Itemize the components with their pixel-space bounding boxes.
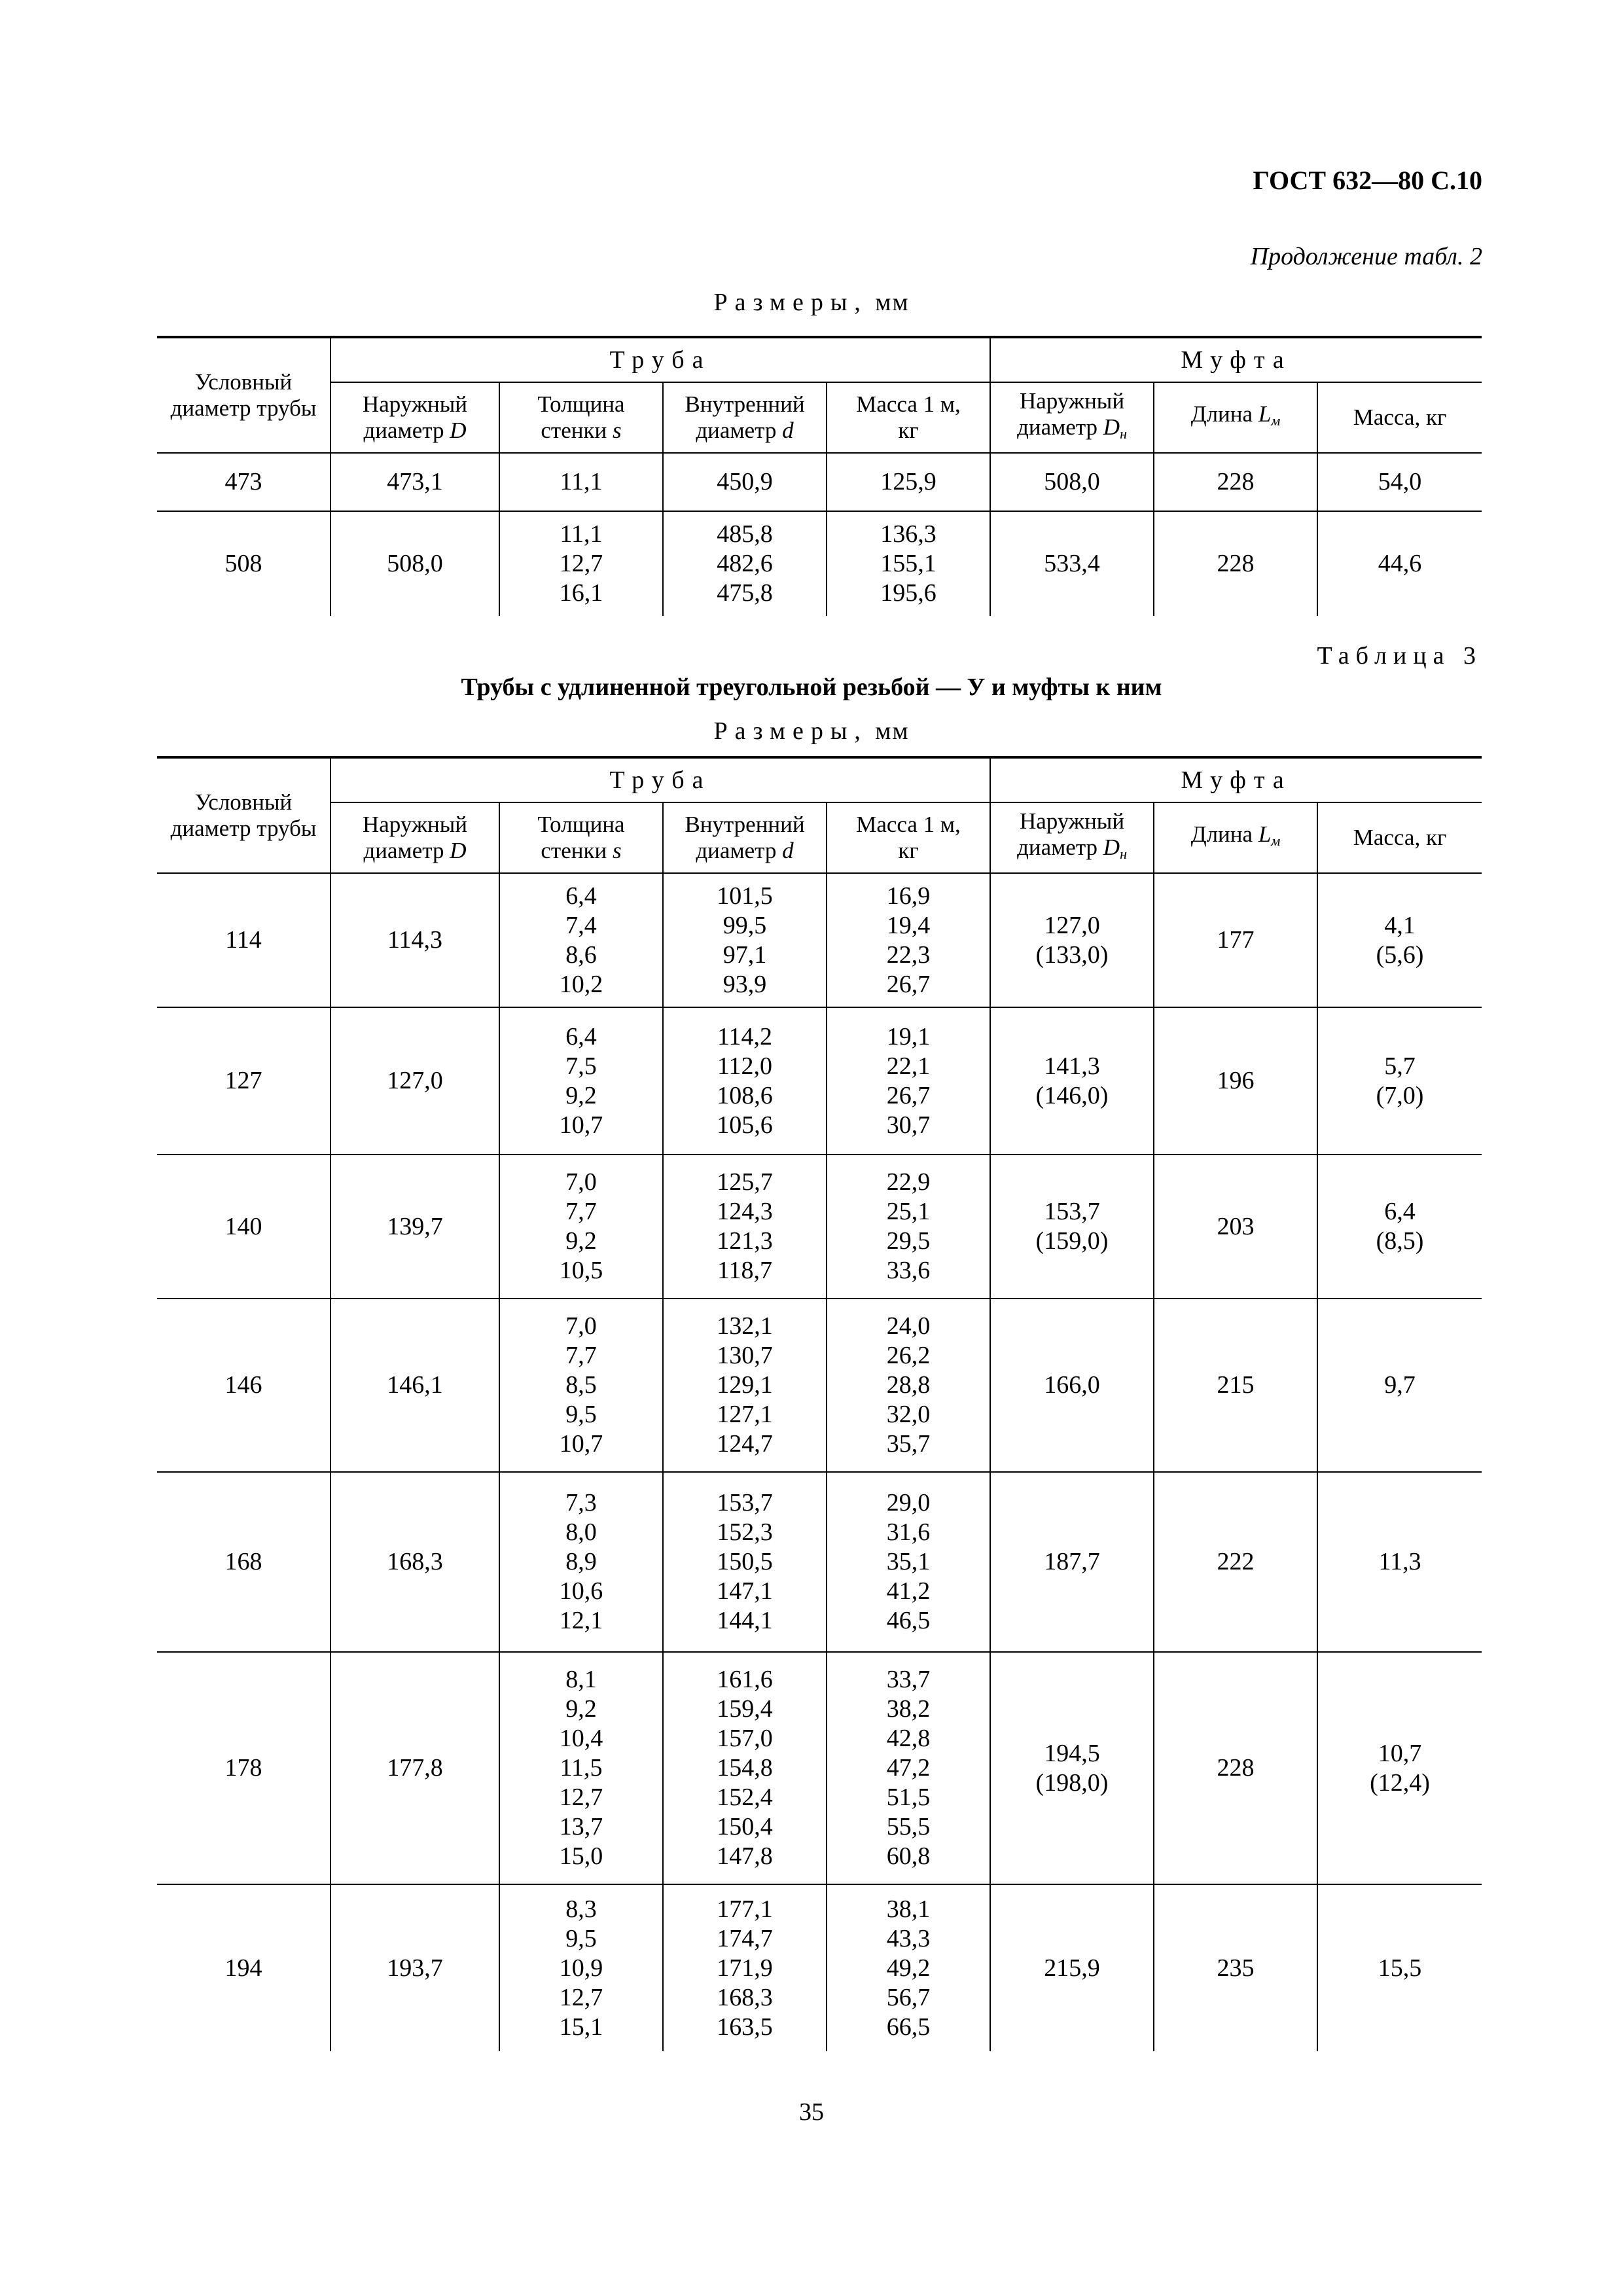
table-3-caption: Трубы с удлиненной треугольной резьбой — У и муфты к ним [461, 673, 1162, 701]
cell-coupling-mass [1317, 1299, 1482, 1472]
cell-value: 7,3 [565, 1489, 597, 1516]
cell-wall [499, 1155, 663, 1299]
table-row [157, 1884, 1482, 2051]
col-pipe-mass: Масса 1 м, кг [827, 382, 990, 453]
cell-value: 66,5 [886, 2013, 931, 2041]
cell-wall [499, 1884, 663, 2051]
cell-value: 166,0 [1044, 1371, 1100, 1399]
sizes-label-t2 [0, 288, 1623, 317]
cell-coupling-mass [1317, 511, 1482, 616]
cell-value: 187,7 [1044, 1548, 1100, 1575]
cell-value: 171,9 [717, 1954, 773, 1982]
sizes-word: Размеры, [713, 289, 868, 316]
cell-value: 508,0 [1044, 468, 1100, 495]
cell-value: 11,5 [560, 1754, 603, 1782]
cell-coupling-mass [1317, 1652, 1482, 1884]
cell-coupling-length: 228 [1154, 1652, 1317, 1884]
cell-outer-diameter: 146,1 [330, 1299, 499, 1472]
cell-value: 152,4 [717, 1784, 773, 1811]
cell-inner [663, 1884, 827, 2051]
cell-value: 10,7 [559, 1430, 603, 1458]
group-pipe: Труба [330, 337, 990, 382]
group-coupling: Муфта [990, 757, 1482, 802]
cell-value: 163,5 [717, 2013, 773, 2041]
cell-pipe-mass [827, 1155, 990, 1299]
cell-value: 118,7 [717, 1257, 773, 1284]
cell-value: (5,6) [1376, 941, 1424, 969]
col-outer-diameter: Наружный диаметр D [330, 802, 499, 873]
table-3-label: Таблица 3 [1317, 642, 1482, 670]
cell-value: 153,7 [717, 1489, 773, 1516]
col-outer-diameter: Наружный диаметр D [330, 382, 499, 453]
cell-value: (8,5) [1376, 1227, 1424, 1255]
cell-value: 7,0 [565, 1312, 597, 1340]
cell-value: 38,2 [886, 1695, 931, 1723]
cell-value: 33,6 [886, 1257, 931, 1284]
cell-value: 4,1 [1384, 911, 1416, 939]
cell-wall [499, 1007, 663, 1155]
cell-value: 15,1 [559, 2013, 603, 2041]
cell-value: 10,7 [1378, 1739, 1422, 1767]
continuation-note: Продолжение табл. 2 [1250, 243, 1482, 270]
cell-value: 144,1 [717, 1607, 773, 1634]
cell-pipe-mass [827, 873, 990, 1007]
table-row [157, 1299, 1482, 1472]
cell-coupling-outer [990, 1155, 1154, 1299]
cell-coupling-outer [990, 1652, 1154, 1884]
cell-value: 5,7 [1384, 1052, 1416, 1080]
cell-coupling-outer [990, 873, 1154, 1007]
cell-inner [663, 1299, 827, 1472]
cell-nominal: 168 [157, 1472, 330, 1652]
cell-value: 10,5 [559, 1257, 603, 1284]
cell-value: 42,8 [886, 1725, 931, 1752]
cell-value: 159,4 [717, 1695, 773, 1723]
cell-coupling-mass [1317, 453, 1482, 511]
cell-outer-diameter: 508,0 [330, 511, 499, 616]
cell-nominal: 473 [224, 468, 262, 495]
cell-value: 10,2 [559, 970, 603, 998]
cell-coupling-length: 235 [1154, 1884, 1317, 2051]
cell-value: (133,0) [1035, 941, 1109, 969]
cell-coupling-length: 177 [1154, 873, 1317, 1007]
cell-pipe-mass [827, 1472, 990, 1652]
cell-inner [663, 873, 827, 1007]
cell-value: 136,3 [880, 520, 936, 548]
cell-pipe-mass [827, 1652, 990, 1884]
cell-value: 35,7 [886, 1430, 931, 1458]
cell-value: 9,2 [565, 1695, 597, 1723]
cell-value: 124,3 [717, 1198, 773, 1225]
cell-pipe-mass [827, 1884, 990, 2051]
cell-pipe-mass [827, 1007, 990, 1155]
cell-value: 32,0 [886, 1401, 931, 1428]
cell-value: 16,9 [886, 882, 931, 910]
cell-outer-diameter: 139,7 [330, 1155, 499, 1299]
cell-value: 46,5 [886, 1607, 931, 1634]
cell-value: 450,9 [717, 468, 773, 495]
cell-value: 11,1 [560, 468, 603, 495]
cell-value: 10,7 [559, 1111, 603, 1139]
col-pipe-mass: Масса 1 м, кг [827, 802, 990, 873]
cell-coupling-length: 222 [1154, 1472, 1317, 1652]
cell-coupling-outer [990, 511, 1154, 616]
cell-value: 9,2 [565, 1081, 597, 1109]
cell-pipe-mass [827, 511, 990, 616]
cell-value: 30,7 [886, 1111, 931, 1139]
cell-value: 177,1 [717, 1895, 773, 1923]
table-3 [157, 756, 1482, 2051]
cell-value: 114,2 [717, 1022, 773, 1050]
cell-value: 155,1 [880, 550, 936, 577]
table-row [157, 453, 1482, 511]
cell-coupling-length: 196 [1154, 1007, 1317, 1155]
cell-value: 124,7 [717, 1430, 773, 1458]
cell-value: 22,9 [886, 1168, 931, 1196]
cell-value: 19,1 [886, 1022, 931, 1050]
cell-value: 161,6 [717, 1666, 773, 1693]
cell-wall [499, 511, 663, 616]
cell-value: 25,1 [886, 1198, 931, 1225]
cell-value: 22,1 [886, 1052, 931, 1080]
col-inner-diameter: Внутренний диаметр d [663, 802, 827, 873]
cell-coupling-mass [1317, 1472, 1482, 1652]
cell-value: 19,4 [886, 911, 931, 939]
cell-value: 47,2 [886, 1754, 931, 1782]
col-coupling-mass: Масса, кг [1317, 382, 1482, 453]
col-coupling-length: Длина Lм [1154, 382, 1317, 453]
cell-nominal: 114 [225, 926, 262, 954]
cell-outer-diameter: 127,0 [330, 1007, 499, 1155]
cell-wall [499, 873, 663, 1007]
cell-value: 44,6 [1378, 550, 1422, 577]
cell-value: 6,4 [565, 882, 597, 910]
cell-value: 15,0 [559, 1842, 603, 1870]
cell-coupling-outer [990, 1884, 1154, 2051]
cell-value: 194,5 [1044, 1739, 1100, 1767]
col-nominal-diameter: Условный диаметр трубы [157, 757, 330, 873]
cell-value: 9,7 [1384, 1371, 1416, 1399]
cell-inner [663, 453, 827, 511]
cell-value: 533,4 [1044, 550, 1100, 577]
cell-coupling-mass [1317, 1155, 1482, 1299]
table-row [157, 1472, 1482, 1652]
cell-value: 168,3 [717, 1983, 773, 2011]
cell-coupling-length: 215 [1154, 1299, 1317, 1472]
cell-nominal: 508 [157, 511, 330, 616]
cell-value: 29,0 [886, 1489, 931, 1516]
cell-value: 101,5 [717, 882, 773, 910]
cell-value: 153,7 [1044, 1198, 1100, 1225]
cell-value: 7,7 [565, 1198, 597, 1225]
cell-value: 11,1 [560, 520, 603, 548]
cell-value: 129,1 [717, 1371, 773, 1399]
cell-value: 16,1 [559, 579, 603, 607]
cell-value: 10,6 [559, 1577, 603, 1605]
cell-value: 130,7 [717, 1342, 773, 1369]
cell-value: 127,1 [717, 1401, 773, 1428]
cell-outer-diameter: 193,7 [330, 1884, 499, 2051]
cell-inner [663, 511, 827, 616]
cell-value: 147,8 [717, 1842, 773, 1870]
table-row [157, 1007, 1482, 1155]
cell-coupling-mass [1317, 1884, 1482, 2051]
cell-value: 28,8 [886, 1371, 931, 1399]
cell-outer-diameter: 168,3 [330, 1472, 499, 1652]
cell-value: (146,0) [1035, 1081, 1109, 1109]
cell-wall [499, 1652, 663, 1884]
cell-value: 485,8 [717, 520, 773, 548]
cell-value: 54,0 [1378, 468, 1422, 495]
cell-inner [663, 1155, 827, 1299]
cell-value: 60,8 [886, 1842, 931, 1870]
cell-value: 13,7 [559, 1813, 603, 1840]
group-pipe: Труба [330, 757, 990, 802]
cell-coupling-outer [990, 1007, 1154, 1155]
cell-value: 12,7 [559, 550, 603, 577]
cell-value: 150,4 [717, 1813, 773, 1840]
cell-wall [499, 1299, 663, 1472]
col-nominal-diameter: Условный диаметр трубы [157, 337, 330, 453]
cell-value: 7,4 [565, 911, 597, 939]
cell-value: 7,7 [565, 1342, 597, 1369]
cell-coupling-outer [990, 1299, 1154, 1472]
cell-value: 24,0 [886, 1312, 931, 1340]
col-coupling-outer-diameter: Наружный диаметр Dн [990, 382, 1154, 453]
cell-value: 125,9 [880, 468, 936, 495]
cell-value: 22,3 [886, 941, 931, 969]
cell-value: 482,6 [717, 550, 773, 577]
cell-value: 6,4 [1384, 1198, 1416, 1225]
table-row [157, 511, 1482, 616]
col-wall-thickness: Толщина стенки s [499, 382, 663, 453]
cell-value: 8,1 [565, 1666, 597, 1693]
cell-value: (159,0) [1035, 1227, 1109, 1255]
cell-value: (12,4) [1370, 1768, 1430, 1797]
cell-coupling-outer [990, 453, 1154, 511]
cell-value: 33,7 [886, 1666, 931, 1693]
cell-value: 112,0 [717, 1052, 773, 1080]
cell-value: 9,2 [565, 1227, 597, 1255]
cell-value: 99,5 [722, 911, 767, 939]
cell-coupling-length: 228 [1154, 453, 1317, 511]
cell-value: 97,1 [722, 941, 767, 969]
cell-value: 174,7 [717, 1924, 773, 1952]
sizes-unit: мм [875, 289, 910, 316]
cell-value: 8,6 [565, 941, 597, 969]
cell-coupling-mass [1317, 1007, 1482, 1155]
cell-value: 195,6 [880, 579, 936, 607]
table-2-continuation [157, 336, 1482, 616]
cell-pipe-mass [827, 1299, 990, 1472]
cell-value: 9,5 [565, 1401, 597, 1428]
cell-value: 56,7 [886, 1983, 931, 2011]
cell-value: 12,1 [559, 1607, 603, 1634]
cell-value: 93,9 [722, 970, 767, 998]
cell-value: 8,9 [565, 1548, 597, 1575]
table-row [157, 873, 1482, 1007]
col-wall-thickness: Толщина стенки s [499, 802, 663, 873]
cell-value: 29,5 [886, 1227, 931, 1255]
cell-value: 121,3 [717, 1227, 773, 1255]
cell-value: 8,0 [565, 1518, 597, 1546]
cell-nominal: 146 [157, 1299, 330, 1472]
cell-value: 141,3 [1044, 1052, 1100, 1080]
cell-value: 35,1 [886, 1548, 931, 1575]
cell-coupling-length: 203 [1154, 1155, 1317, 1299]
cell-value: 157,0 [717, 1725, 773, 1752]
col-inner-diameter: Внутренний диаметр d [663, 382, 827, 453]
cell-value: 49,2 [886, 1954, 931, 1982]
cell-value: 8,3 [565, 1895, 597, 1923]
cell-value: 10,4 [559, 1725, 603, 1752]
cell-outer-diameter: 114,3 [330, 873, 499, 1007]
cell-value: 12,7 [559, 1784, 603, 1811]
cell-coupling-outer [990, 1472, 1154, 1652]
cell-value: 38,1 [886, 1895, 931, 1923]
table-row [157, 1652, 1482, 1884]
col-coupling-outer-diameter: Наружный диаметр Dн [990, 802, 1154, 873]
cell-value: 9,5 [565, 1924, 597, 1952]
cell-nominal: 127 [157, 1007, 330, 1155]
cell-wall [499, 453, 663, 511]
cell-value: 125,7 [717, 1168, 773, 1196]
cell-value: 150,5 [717, 1548, 773, 1575]
cell-value: 147,1 [717, 1577, 773, 1605]
cell-value: 215,9 [1044, 1954, 1100, 1982]
cell-value: 26,2 [886, 1342, 931, 1369]
cell-value: (7,0) [1376, 1081, 1424, 1109]
group-coupling: Муфта [990, 337, 1482, 382]
cell-outer-diameter: 473,1 [330, 453, 499, 511]
cell-value: 7,5 [565, 1052, 597, 1080]
cell-pipe-mass [827, 453, 990, 511]
cell-value: 41,2 [886, 1577, 931, 1605]
cell-value: 8,5 [565, 1371, 597, 1399]
sizes-label-t3 [0, 717, 1623, 745]
cell-value: 127,0 [1044, 911, 1100, 939]
cell-nominal: 140 [157, 1155, 330, 1299]
cell-value: 12,7 [559, 1983, 603, 2011]
cell-value: 105,6 [717, 1111, 773, 1139]
cell-inner [663, 1007, 827, 1155]
cell-value: 26,7 [886, 1081, 931, 1109]
cell-value: 10,9 [559, 1954, 603, 1982]
cell-coupling-length: 228 [1154, 511, 1317, 616]
cell-value: 51,5 [886, 1784, 931, 1811]
cell-value: 6,4 [565, 1022, 597, 1050]
cell-nominal: 194 [157, 1884, 330, 2051]
cell-value: 15,5 [1378, 1954, 1422, 1982]
cell-value: 132,1 [717, 1312, 773, 1340]
cell-value: 43,3 [886, 1924, 931, 1952]
cell-value: 11,3 [1378, 1548, 1421, 1575]
cell-value: 26,7 [886, 970, 931, 998]
cell-value: 7,0 [565, 1168, 597, 1196]
cell-nominal: 178 [157, 1652, 330, 1884]
cell-coupling-mass [1317, 873, 1482, 1007]
cell-value: 154,8 [717, 1754, 773, 1782]
col-coupling-length: Длина Lм [1154, 802, 1317, 873]
cell-value: 108,6 [717, 1081, 773, 1109]
cell-value: (198,0) [1035, 1768, 1109, 1797]
cell-value: 152,3 [717, 1518, 773, 1546]
document-header: ГОСТ 632—80 С.10 [1253, 166, 1482, 195]
cell-value: 475,8 [717, 579, 773, 607]
cell-inner [663, 1472, 827, 1652]
cell-inner [663, 1652, 827, 1884]
cell-value: 55,5 [886, 1813, 931, 1840]
sizes-word: Размеры, [713, 717, 868, 745]
cell-outer-diameter: 177,8 [330, 1652, 499, 1884]
cell-wall [499, 1472, 663, 1652]
page-number: 35 [799, 2098, 824, 2126]
cell-value: 31,6 [886, 1518, 931, 1546]
table-row [157, 1155, 1482, 1299]
col-coupling-mass: Масса, кг [1317, 802, 1482, 873]
sizes-unit: мм [875, 717, 910, 745]
